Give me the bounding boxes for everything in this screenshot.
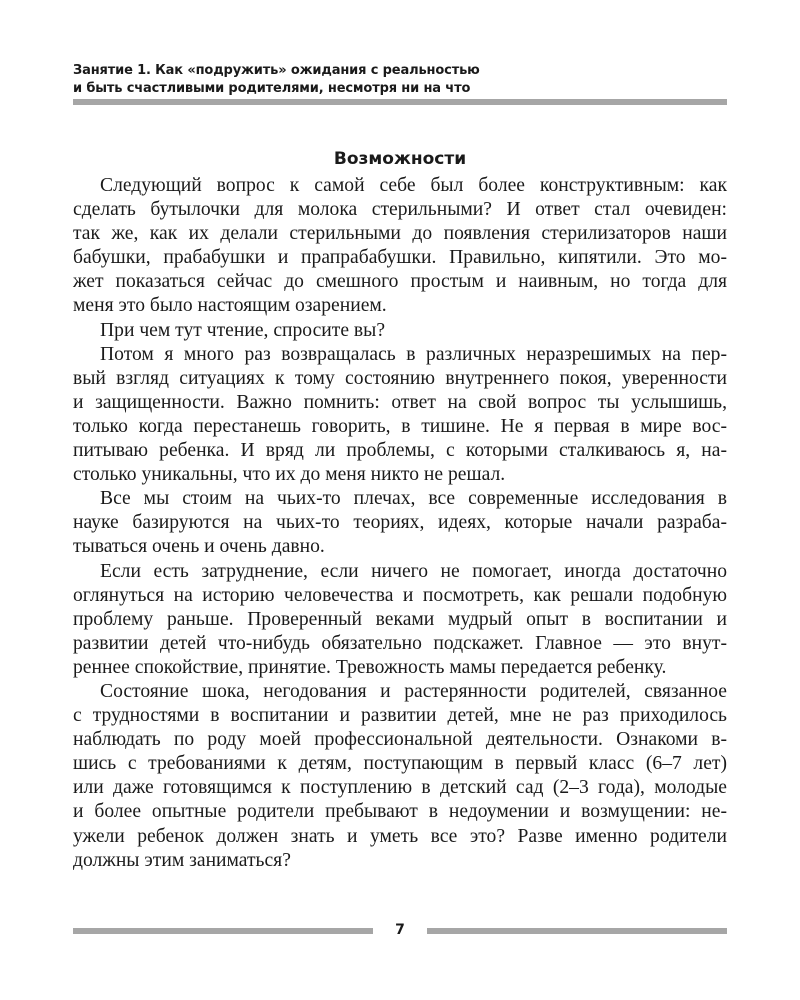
text-line: При чем тут чтение, спросите вы?: [100, 319, 386, 341]
text-line: или даже готовящимся к поступлению в детский сад (2–3 года), молодые: [73, 777, 727, 799]
text-line: развитии детей что-нибудь обязательно подскажет. Главное — это внут-: [73, 632, 727, 654]
footer-divider-right: [427, 928, 727, 934]
text-line: жет показаться сейчас до смешного простым и наивным, но тогда для: [73, 271, 727, 293]
text-line: шись с требованиями к детям, поступающим в первый класс (6–7 лет): [73, 753, 727, 775]
text-line: Следующий вопрос к самой себе был более конструктивным: как: [100, 175, 727, 196]
text-line: должны этим заниматься?: [73, 849, 291, 871]
text-line: Потом я много раз возвращалась в различных неразрешимых на пер-: [100, 343, 727, 365]
text-line: оглянуться на историю человечества и посмотреть, как решали подобную: [73, 584, 727, 606]
text-line: вый взгляд ситуациях к тому состоянию внутреннего покоя, уверенности: [73, 367, 727, 389]
text-line: ужели ребенок должен знать и уметь все это? Разве именно родители: [73, 825, 727, 847]
text-line: Все мы стоим на чьих-то плечах, все современные исследования в: [100, 488, 727, 510]
page-footer: [73, 920, 727, 940]
text-line: Состояние шока, негодования и растерянности родителей, связанное: [100, 680, 727, 702]
section-title: Возможности: [333, 149, 467, 169]
paragraph: [73, 680, 727, 873]
text-line: реннее спокойствие, принятие. Тревожность мамы передается ребенку.: [73, 656, 667, 678]
body-text: [73, 174, 727, 873]
paragraph: [73, 319, 727, 343]
footer-divider-left: [73, 928, 373, 934]
paragraph: [73, 174, 727, 319]
text-line: проблему раньше. Проверенный веками мудрый опыт в воспитании и: [73, 608, 727, 630]
paragraph: [73, 343, 727, 488]
text-line: Если есть затруднение, если ничего не помогает, иногда достаточно: [100, 560, 727, 582]
text-line: и защищенности. Важно помнить: ответ на свой вопрос ты услышишь,: [73, 391, 727, 413]
running-head-line-1: Занятие 1. Как «подружить» ожидания с реальностью: [73, 63, 480, 78]
text-line: науке базируются на чьих-то теориях, идеях, которые начали разраба-: [73, 512, 727, 534]
running-head-line-2: и быть счастливыми родителями, несмотря ни на что: [73, 81, 471, 96]
text-line: так же, как их делали стерильными до появления стерилизаторов наши: [73, 223, 727, 245]
header-divider: [73, 99, 727, 105]
text-line: тываться очень и очень давно.: [73, 536, 325, 558]
paragraph: [73, 560, 727, 680]
text-line: бабушки, прабабушки и прапрабабушки. Правильно, кипятили. Это мо-: [73, 247, 727, 269]
text-line: с трудностями в воспитании и развитии детей, мне не раз приходилось: [73, 705, 727, 727]
page-number: 7: [395, 922, 405, 938]
text-line: и более опытные родители пребывают в недоумении и возмущении: не-: [73, 801, 727, 823]
text-line: столько уникальны, что их до меня никто не решал.: [73, 464, 506, 486]
paragraph: [73, 487, 727, 559]
text-line: сделать бутылочки для молока стерильными? И ответ стал очевиден:: [73, 199, 727, 221]
text-line: только когда перестанешь говорить, в тишине. Не я первая в мире вос-: [73, 415, 727, 437]
text-line: наблюдать по роду моей профессиональной деятельности. Ознакоми в-: [73, 729, 727, 751]
running-head: [73, 62, 733, 98]
text-line: питываю ребенка. И вряд ли проблемы, с которыми сталкиваюсь я, на-: [73, 440, 727, 462]
text-line: меня это было настоящим озарением.: [73, 295, 387, 317]
